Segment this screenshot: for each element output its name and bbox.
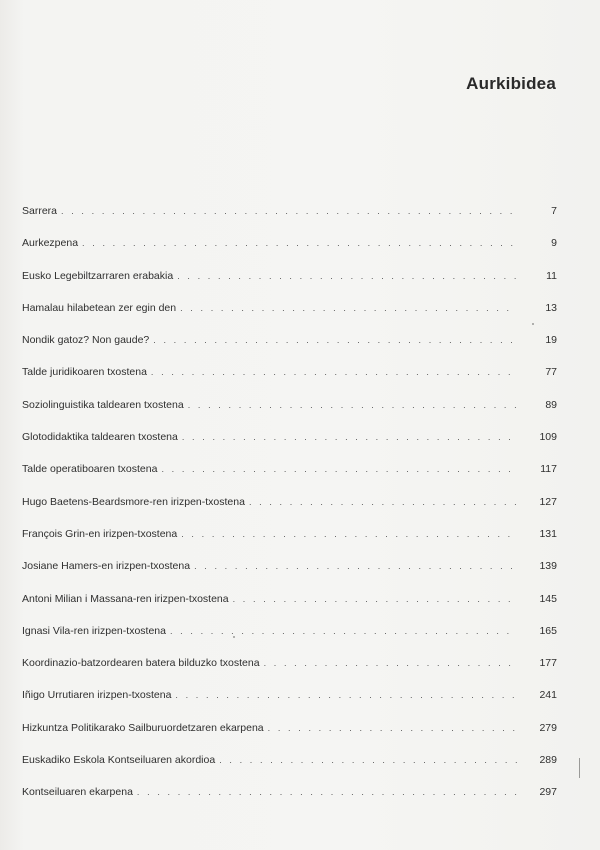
toc-entry [22, 366, 557, 398]
toc-entry-label: Iñigo Urrutiaren irizpen-txostena [22, 689, 172, 702]
toc-entry [22, 625, 557, 657]
toc-entry [22, 657, 557, 689]
paper-speck [532, 323, 534, 325]
toc-leader-dots [137, 787, 517, 797]
toc-entry [22, 689, 557, 721]
toc-leader-dots [180, 303, 517, 313]
toc-leader-dots [194, 561, 517, 571]
toc-entry [22, 399, 557, 431]
toc-leader-dots [249, 497, 517, 507]
toc-entry-label: Antoni Milian i Massana-ren irizpen-txostena [22, 592, 229, 605]
toc-page-number: 19 [545, 334, 557, 347]
toc-entry [22, 334, 557, 366]
toc-entry-label: François Grin-en irizpen-txostena [22, 527, 178, 540]
toc-page-number: 145 [539, 592, 557, 605]
toc-leader-dots [82, 238, 517, 248]
toc-leader-dots [181, 529, 517, 539]
toc-page-number: 117 [540, 463, 557, 476]
toc-leader-dots [61, 206, 517, 216]
paper-speck [233, 636, 235, 638]
toc-entry-label: Euskadiko Eskola Kontseiluaren akordioa [22, 754, 216, 767]
toc-entry [22, 463, 557, 495]
toc-page-number: 297 [539, 786, 557, 799]
toc-leader-dots [219, 755, 517, 765]
toc-entry [22, 754, 557, 786]
toc-entry [22, 593, 557, 625]
toc-leader-dots [175, 690, 517, 700]
toc-entry [22, 722, 557, 754]
toc-entry-label: Eusko Legebiltzarraren erabakia [22, 269, 174, 282]
toc-leader-dots [170, 626, 517, 636]
toc-leader-dots [161, 464, 517, 474]
toc-entry-label: Hamalau hilabetean zer egin den [22, 301, 177, 314]
toc-leader-dots [153, 335, 517, 345]
toc-entry-label: Talde juridikoaren txostena [22, 366, 147, 379]
toc-page-number: 177 [539, 657, 557, 670]
toc-entry-label: Talde operatiboaren txostena [22, 463, 158, 476]
paper-speck [579, 758, 580, 778]
toc-leader-dots [264, 658, 517, 668]
toc-entry [22, 528, 557, 560]
toc-page-number: 139 [539, 560, 557, 573]
toc-leader-dots [151, 367, 517, 377]
toc-leader-dots [233, 594, 517, 604]
toc-page-number: 109 [539, 431, 557, 444]
toc-entry [22, 786, 557, 818]
toc-page-number: 77 [545, 366, 557, 379]
toc-page-number: 289 [539, 754, 557, 767]
toc-entry-label: Hizkuntza Politikarako Sailburuordetzaren ekarpena [22, 721, 264, 734]
toc-page-number: 131 [539, 527, 557, 540]
toc-entry-label: Glotodidaktika taldearen txostena [22, 431, 178, 444]
toc-leader-dots [188, 400, 517, 410]
toc-entry-label: Hugo Baetens-Beardsmore-ren irizpen-txostena [22, 495, 245, 508]
toc-leader-dots [182, 432, 517, 442]
toc-page-number: 9 [551, 237, 557, 250]
toc-entry-label: Aurkezpena [22, 237, 79, 250]
toc-page-number: 13 [545, 301, 557, 314]
toc-entry [22, 237, 557, 269]
toc-entry [22, 205, 557, 237]
toc-entry-label: Nondik gatoz? Non gaude? [22, 334, 150, 347]
toc-leader-dots [268, 723, 517, 733]
page-title: Aurkibidea [466, 74, 556, 93]
toc-page-number: 279 [539, 721, 557, 734]
toc-entry [22, 431, 557, 463]
toc-entry-label: Ignasi Vila-ren irizpen-txostena [22, 624, 166, 637]
toc-entry [22, 270, 557, 302]
toc-entry-label: Josiane Hamers-en irizpen-txostena [22, 560, 191, 573]
toc-page-number: 165 [539, 624, 557, 637]
toc-leader-dots [177, 271, 517, 281]
toc-page-number: 11 [546, 269, 557, 282]
toc-entry [22, 496, 557, 528]
toc-entry-label: Kontseiluaren ekarpena [22, 786, 133, 799]
toc-entry [22, 302, 557, 334]
toc-page-number: 7 [551, 205, 557, 217]
toc-entry-label: Koordinazio-batzordearen batera bilduzko txostena [22, 657, 260, 670]
toc-entry-label: Soziolinguistika taldearen txostena [22, 398, 184, 411]
table-of-contents [22, 205, 557, 819]
toc-page-number: 127 [539, 495, 557, 508]
toc-entry [22, 560, 557, 592]
toc-page-number: 241 [539, 689, 557, 702]
toc-page-number: 89 [545, 398, 557, 411]
toc-entry-label: Sarrera [22, 205, 58, 217]
